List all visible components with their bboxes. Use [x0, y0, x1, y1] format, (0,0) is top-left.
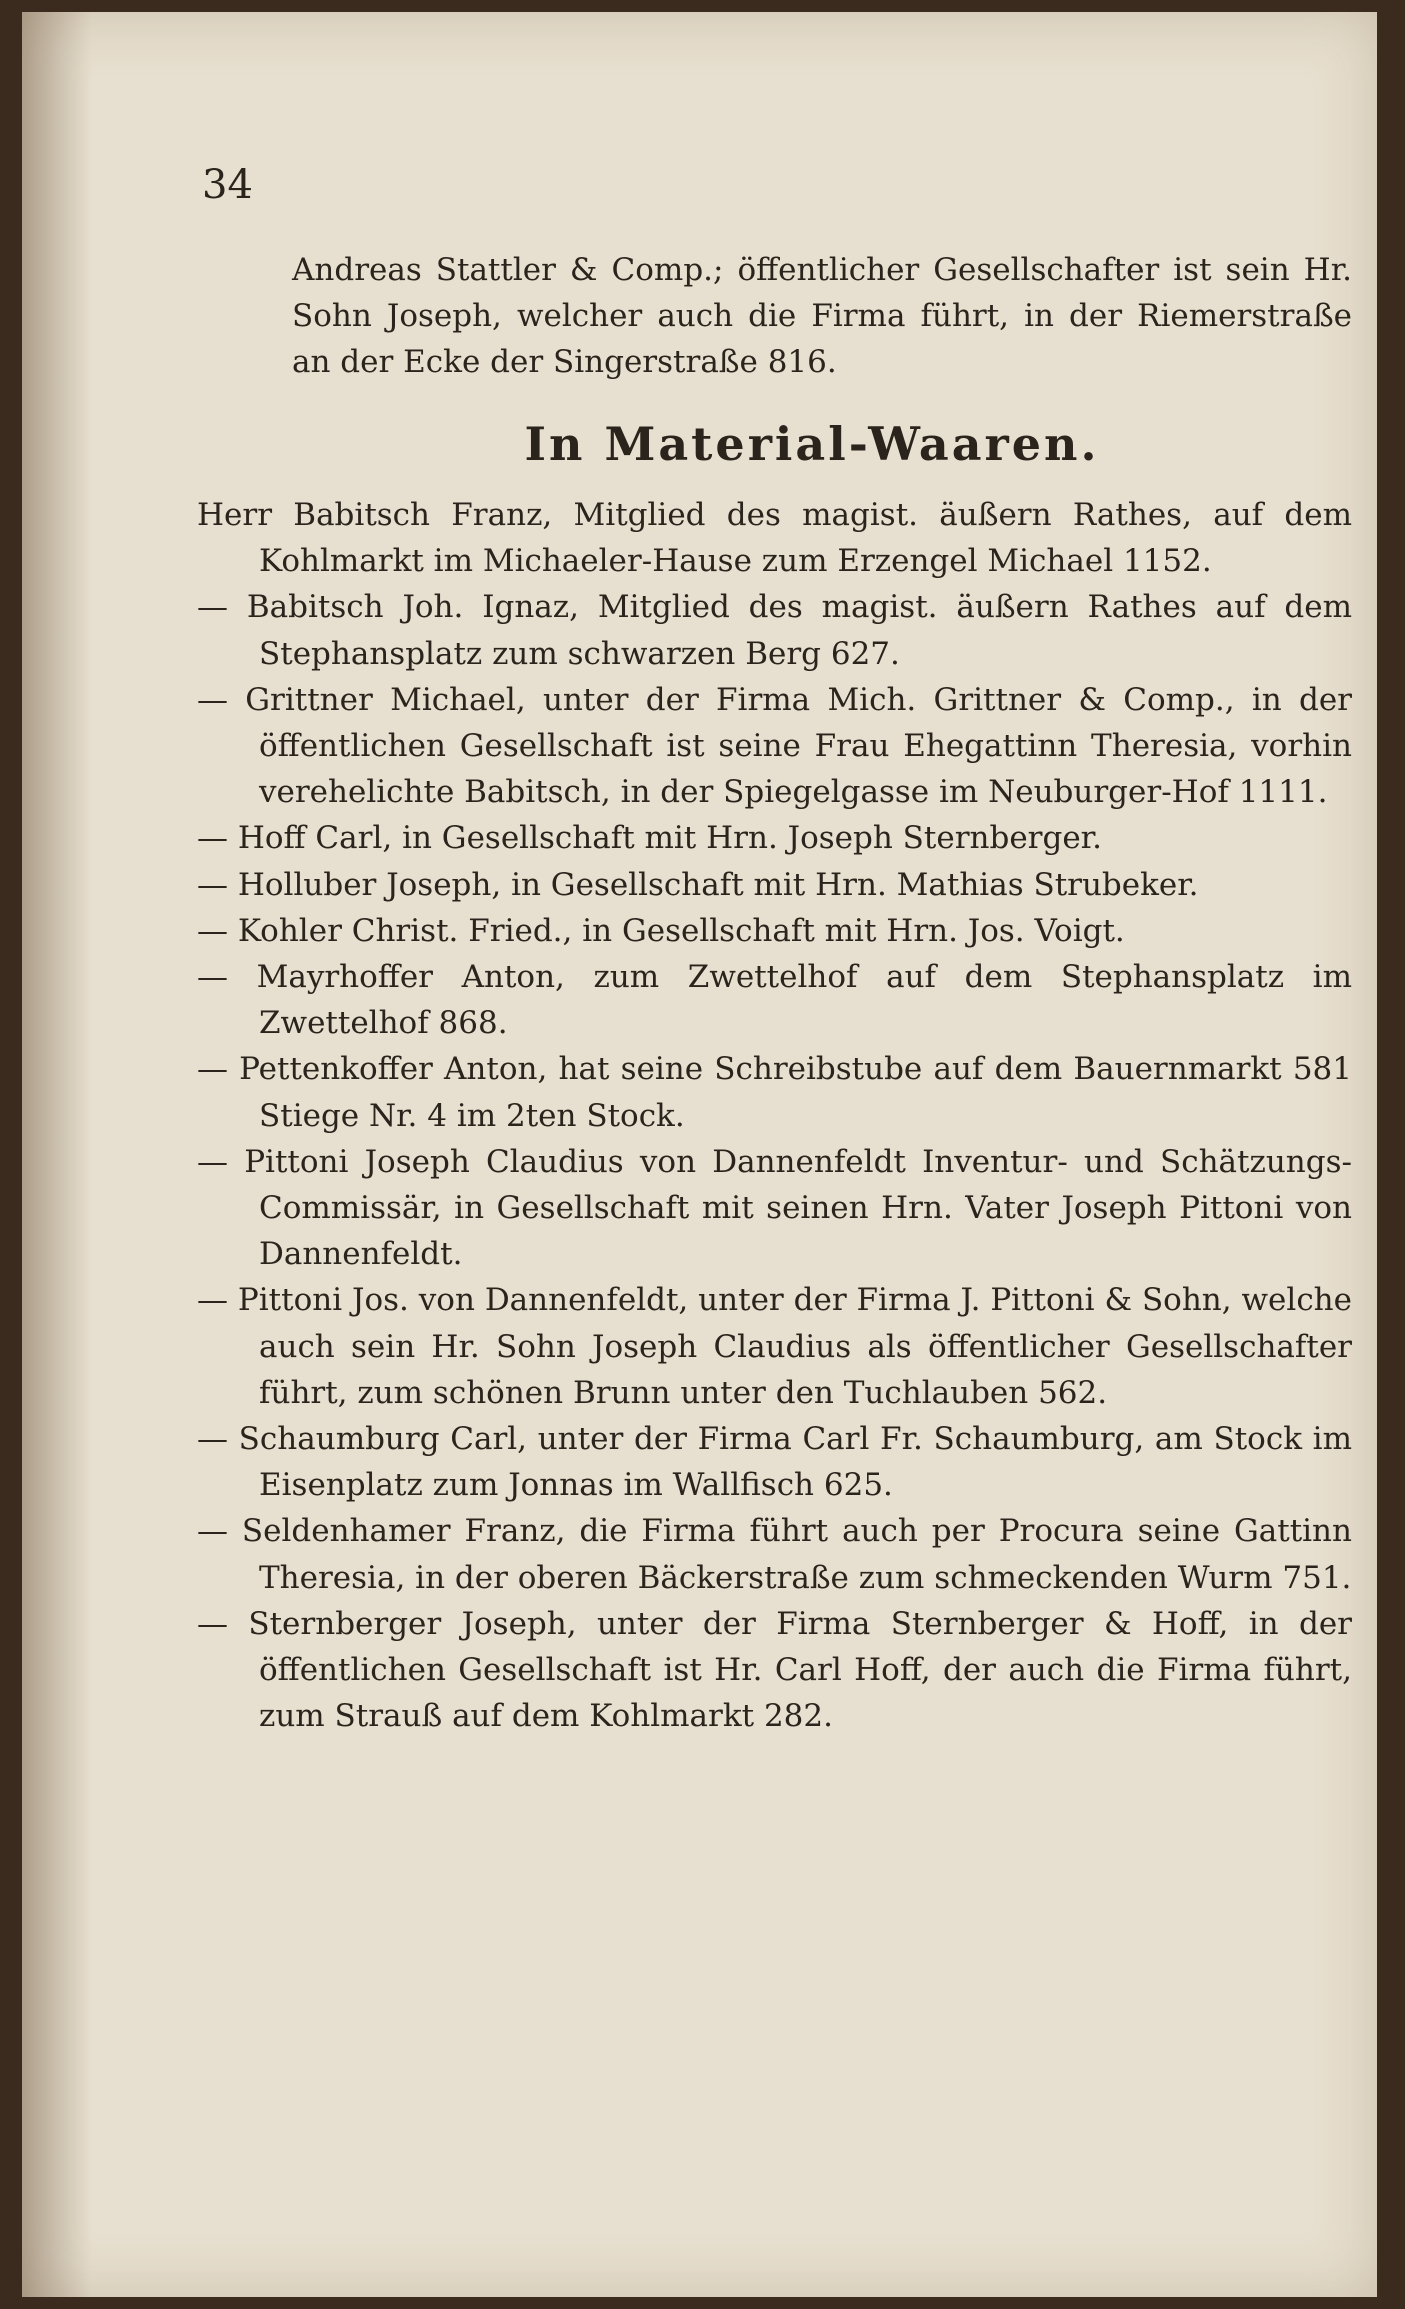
- list-item: — Seldenhamer Franz, die Firma führt auch per Procura seine Gattinn Theresia, in der oberen Bäckerstraße zum schmeckenden Wurm 751.: [197, 1513, 1352, 1596]
- page-gutter-shadow: [22, 12, 92, 2297]
- list-item: — Kohler Christ. Fried., in Gesellschaft mit Hrn. Jos. Voigt.: [197, 912, 1125, 949]
- list-item: — Hoff Carl, in Gesellschaft mit Hrn. Joseph Sternberger.: [197, 820, 1102, 857]
- list-item: — Schaumburg Carl, unter der Firma Carl Fr. Schaumburg, am Stock im Eisenplatz zum Jonnas im Wallfisch 625.: [197, 1421, 1352, 1504]
- intro-paragraph: Andreas Stattler & Comp.; öffentlicher Gesellschafter ist sein Hr. Sohn Joseph, welcher auch die Firma führt, in der Riemerstraße an der Ecke der Singerstraße 816.: [292, 252, 1352, 380]
- page-number: 34: [202, 162, 253, 208]
- list-item: — Pettenkoffer Anton, hat seine Schreibstube auf dem Bauernmarkt 581 Stiege Nr. 4 im 2ten Stock.: [197, 1051, 1352, 1134]
- list-item: — Pittoni Joseph Claudius von Dannenfeldt Inventur- und Schätzungs-Commissär, in Gesellschaft mit seinen Hrn. Vater Joseph Pittoni von Dannenfeldt.: [197, 1143, 1352, 1273]
- list-item: — Babitsch Joh. Ignaz, Mitglied des magist. äußern Rathes auf dem Stephansplatz zum schwarzen Berg 627.: [197, 589, 1352, 672]
- list-item: — Grittner Michael, unter der Firma Mich. Grittner & Comp., in der öffentlichen Gesellschaft ist seine Frau Ehegattinn Theresia, vorhin verehelichte Babitsch, in der Spiegelgasse im Neuburger-Hof 1111.: [197, 681, 1352, 811]
- list-item: — Sternberger Joseph, unter der Firma Sternberger & Hoff, in der öffentlichen Gesellschaft ist Hr. Carl Hoff, der auch die Firma führt, zum Strauß auf dem Kohlmarkt 282.: [197, 1605, 1352, 1735]
- list-item: Herr Babitsch Franz, Mitglied des magist. äußern Rathes, auf dem Kohlmarkt im Michaeler-Hause zum Erzengel Michael 1152.: [197, 497, 1352, 580]
- list-item: — Mayrhoffer Anton, zum Zwettelhof auf dem Stephansplatz im Zwettelhof 868.: [197, 959, 1352, 1042]
- book-page: [22, 12, 1377, 2297]
- list-item: — Holluber Joseph, in Gesellschaft mit Hrn. Mathias Strubeker.: [197, 866, 1199, 903]
- entry-list: [197, 492, 1352, 1739]
- section-heading: In Material-Waaren.: [524, 417, 1100, 471]
- list-item: — Pittoni Jos. von Dannenfeldt, unter der Firma J. Pittoni & Sohn, welche auch sein Hr. Sohn Joseph Claudius als öffentlicher Gesellschafter führt, zum schönen Brunn unter den Tuchlauben 562.: [197, 1282, 1352, 1411]
